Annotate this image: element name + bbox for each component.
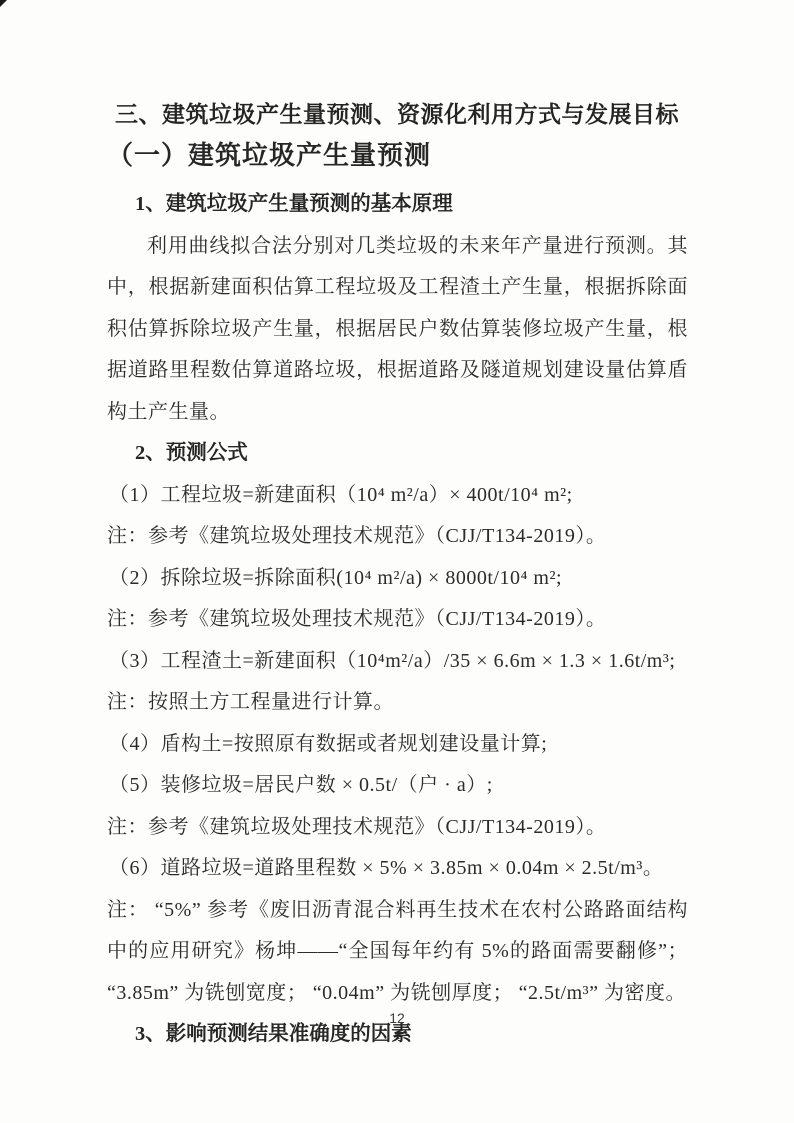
formula-line-3: （3）工程渣土=新建面积（10⁴m²/a）/35 × 6.6m × 1.3 × 1.6t/m³; [109,649,676,672]
subsection-title: （一）建筑垃圾产生量预测 [107,141,432,170]
note-line-3: 注：按照土方工程量进行计算。 [107,691,394,713]
note-line-4: 注：参考《建筑垃圾处理技术规范》（CJJ/T134-2019）。 [107,815,607,838]
text-flow [107,184,688,1056]
page-footer [0,1010,794,1026]
heading-formulas: 2、预测公式 [135,442,248,464]
formula-line-1: （1）工程垃圾=新建面积（10⁴ m²/a）× 400t/10⁴ m²; [109,483,573,506]
note-line-1: 注：参考《建筑垃圾处理技术规范》（CJJ/T134-2019）。 [107,525,607,547]
formula-line-2: （2）拆除垃圾=拆除面积(10⁴ m²/a) × 8000t/10⁴ m²; [109,566,563,589]
formula-line-5: （5）装修垃圾=居民户数 × 0.5t/（户 · a）; [109,774,493,796]
heading-principle: 1、建筑垃圾产生量预测的基本原理 [135,193,453,215]
page-number: 12 [389,1010,405,1026]
scan-corner-artifact [0,0,7,7]
document-content [107,98,688,1056]
formula-line-6: （6）道路垃圾=道路里程数 × 5% × 3.85m × 0.04m × 2.5t/m³。 [109,857,664,879]
note-line-5: 注： “5%” 参考《废旧沥青混合料再生技术在农村公路路面结构中的应用研究》杨坤——“全国每年约有 5%的路面需要翻修”； “3.85m” 为铣刨宽度； “0.04m” 为铣刨厚度； “2.5t/m³” 为密度。 [107,898,688,1004]
note-line-2: 注：参考《建筑垃圾处理技术规范》（CJJ/T134-2019）。 [107,608,607,630]
heading-factors: 3、影响预测结果准确度的因素 [135,1023,412,1045]
paragraph-principle: 利用曲线拟合法分别对几类垃圾的未来年产量进行预测。其中，根据新建面积估算工程垃圾及工程渣土产生量，根据拆除面积估算拆除垃圾产生量，根据居民户数估算装修垃圾产生量，根据道路里程数估算道路垃圾，根据道路及隧道规划建设量估算盾构土产生量。 [107,234,688,423]
formula-line-4: （4）盾构土=按照原有数据或者规划建设量计算; [109,732,548,755]
section-title: 三、建筑垃圾产生量预测、资源化利用方式与发展目标 [115,101,679,127]
